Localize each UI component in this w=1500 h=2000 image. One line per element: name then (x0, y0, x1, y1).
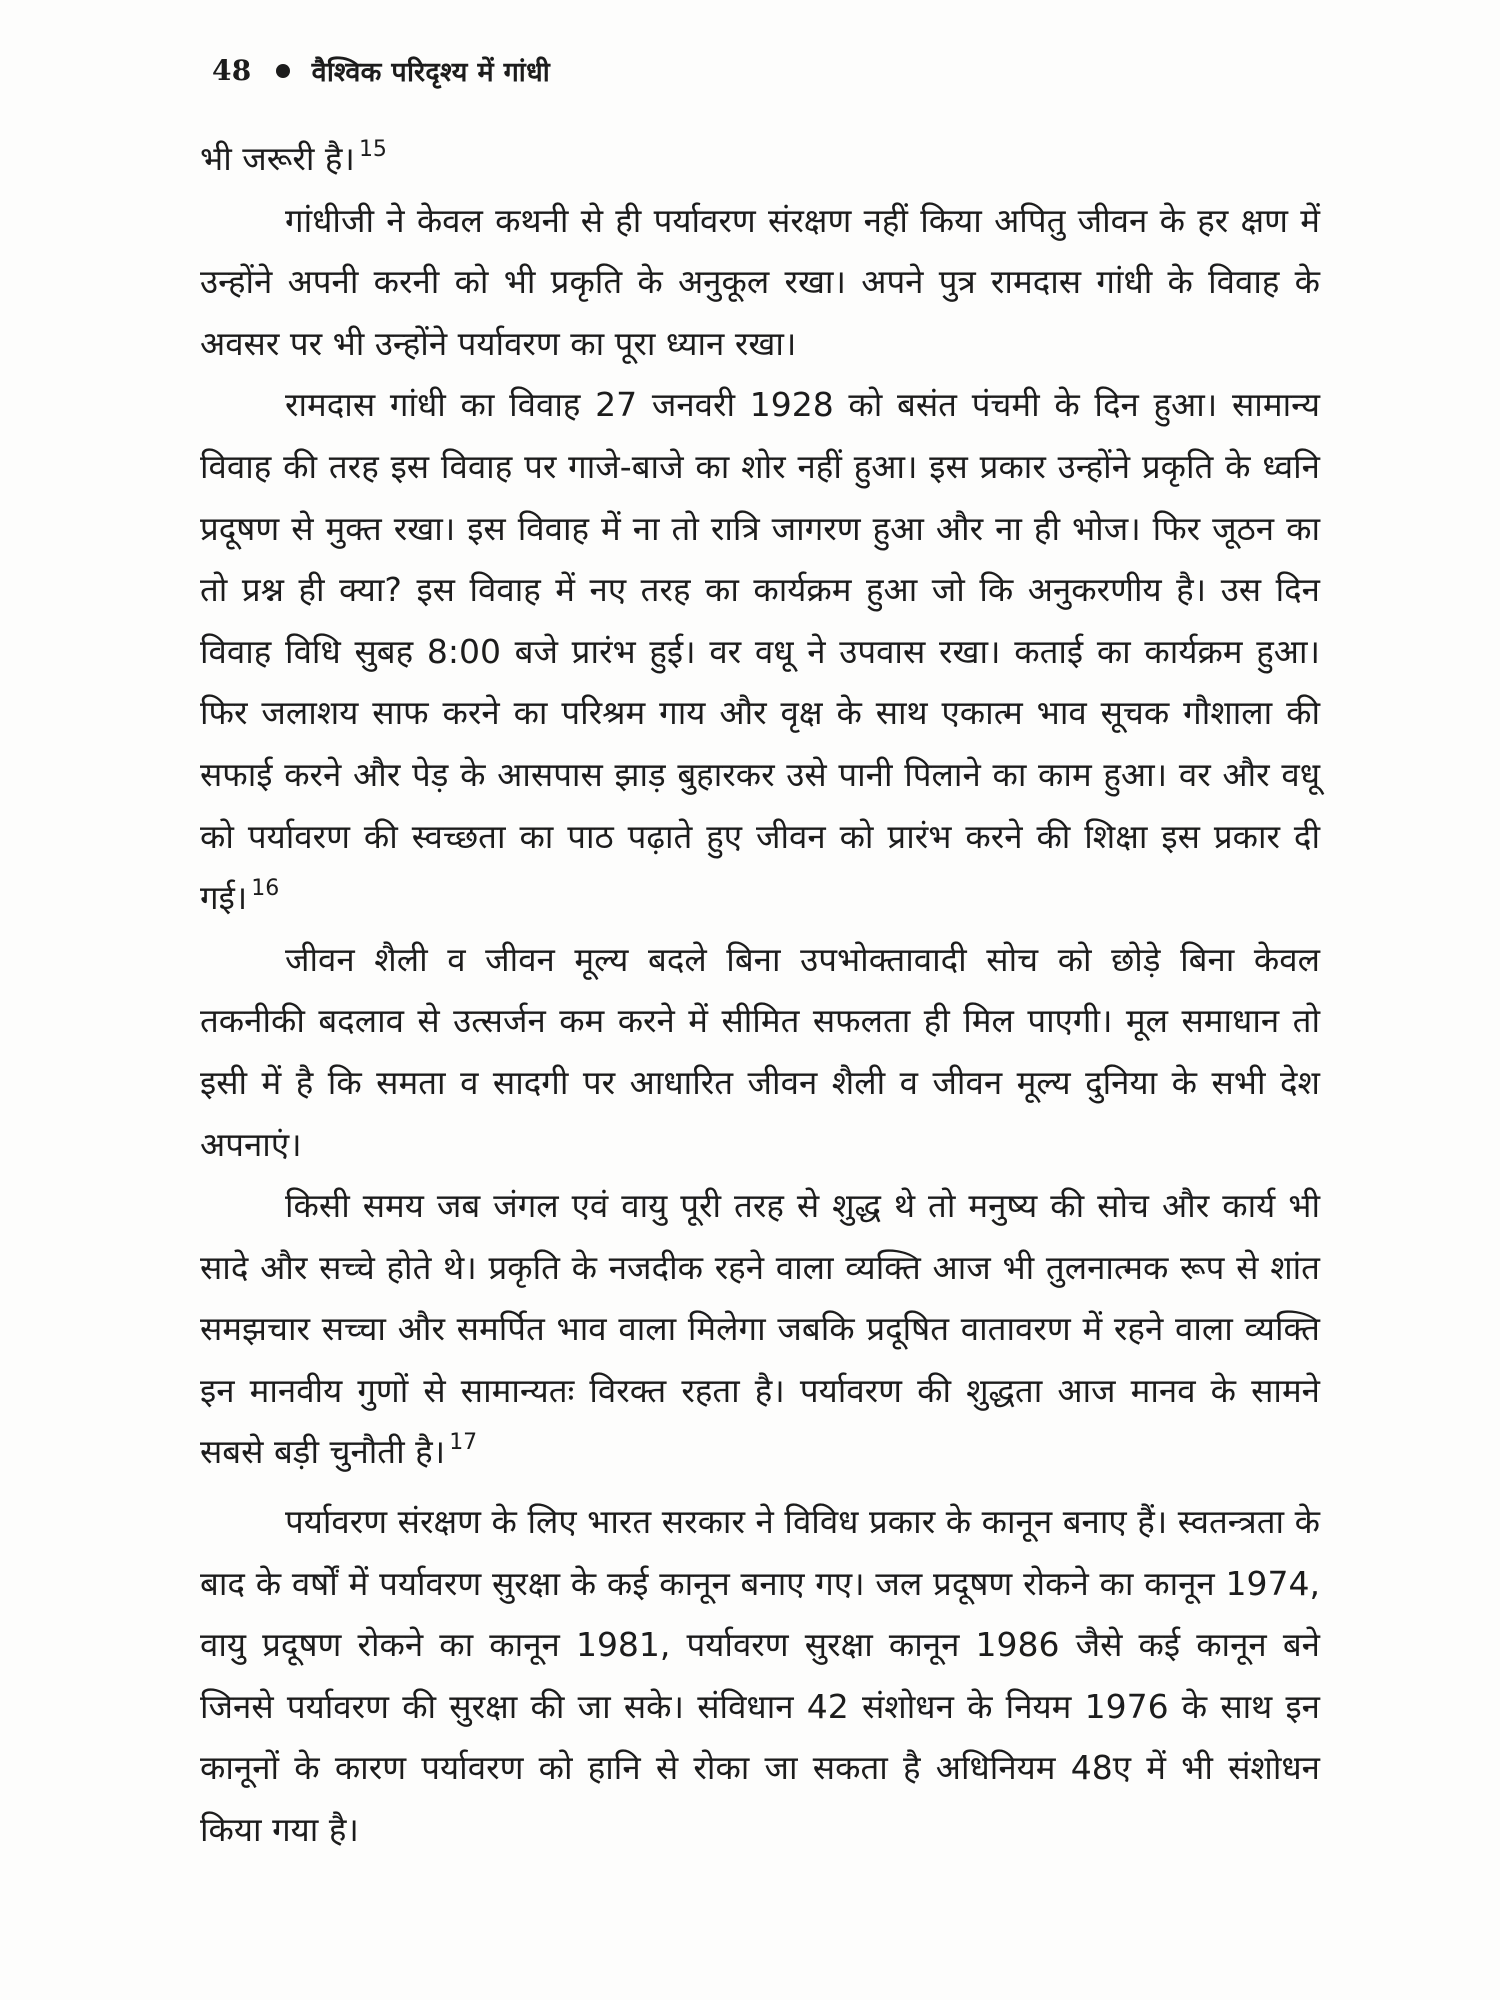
page-number: 48 (212, 54, 252, 87)
paragraph-text: जीवन शैली व जीवन मूल्य बदले बिना उपभोक्तावादी सोच को छोड़े बिना केवल तकनीकी बदलाव से उत्सर्जन कम करने में सीमित सफलता ही मिल पाएगी। मूल समाधान तो इसी में है कि समता व सादगी पर आधारित जीवन शैली व जीवन मूल्य दुनिया के सभी देश अपनाएं। (200, 939, 1320, 1164)
paragraph (200, 190, 1320, 375)
footnote-marker: 15 (358, 137, 387, 162)
footnote-marker: 17 (449, 1430, 478, 1456)
running-header (212, 52, 550, 89)
paragraph-text: भी जरूरी है। (200, 139, 355, 178)
paragraph-text: किसी समय जब जंगल एवं वायु पूरी तरह से शुद्ध थे तो मनुष्य की सोच और कार्य भी सादे और सच्चे होते थे। प्रकृति के नजदीक रहने वाला व्यक्ति आज भी तुलनात्मक रूप से शांत समझचार सच्चा और समर्पित भाव वाला मिलेगा जबकि प्रदूषित वातावरण में रहने वाला व्यक्ति इन मानवीय गुणों से सामान्यतः विरक्त रहता है। पर्यावरण की शुद्धता आज मानव के सामने सबसे बड़ी चुनौती है। (200, 1186, 1320, 1472)
footnote-marker: 16 (251, 876, 280, 902)
paragraph (200, 374, 1320, 928)
paragraph-text: रामदास गांधी का विवाह 27 जनवरी 1928 को बसंत पंचमी के दिन हुआ। सामान्य विवाह की तरह इस विवाह पर गाजे-बाजे का शोर नहीं हुआ। इस प्रकार उन्होंने प्रकृति के ध्वनि प्रदूषण से मुक्त रखा। इस विवाह में ना तो रात्रि जागरण हुआ और ना ही भोज। फिर जूठन का तो प्रश्न ही क्या? इस विवाह में नए तरह का कार्यक्रम हुआ जो कि अनुकरणीय है। उस दिन विवाह विधि सुबह 8:00 बजे प्रारंभ हुई। वर वधू ने उपवास रखा। कताई का कार्यक्रम हुआ। फिर जलाशय साफ करने का परिश्रम गाय और वृक्ष के साथ एकात्म भाव सूचक गौशाला की सफाई करने और पेड़ के आसपास झाड़ बुहारकर उसे पानी पिलाने का काम हुआ। वर और वधू को पर्यावरण की स्वच्छता का पाठ पढ़ाते हुए जीवन को प्रारंभ करने की शिक्षा इस प्रकार दी गई। (200, 385, 1320, 918)
paragraph-text: गांधीजी ने केवल कथनी से ही पर्यावरण संरक्षण नहीं किया अपितु जीवन के हर क्षण में उन्होंने अपनी करनी को भी प्रकृति के अनुकूल रखा। अपने पुत्र रामदास गांधी के विवाह के अवसर पर भी उन्होंने पर्यावरण का पूरा ध्यान रखा। (200, 200, 1320, 363)
book-title: वैश्विक परिदृश्य में गांधी (311, 57, 550, 88)
paragraph (200, 929, 1320, 1175)
body-text (200, 128, 1320, 1861)
bullet-icon (276, 64, 290, 78)
paragraph-continued (200, 128, 1320, 190)
paragraph-text: पर्यावरण संरक्षण के लिए भारत सरकार ने विविध प्रकार के कानून बनाए हैं। स्वतन्त्रता के बाद के वर्षों में पर्यावरण सुरक्षा के कई कानून बनाए गए। जल प्रदूषण रोकने का कानून 1974, वायु प्रदूषण रोकने का कानून 1981, पर्यावरण सुरक्षा कानून 1986 जैसे कई कानून बने जिनसे पर्यावरण की सुरक्षा की जा सके। संविधान 42 संशोधन के नियम 1976 के साथ इन कानूनों के कारण पर्यावरण को हानि से रोका जा सकता है अधिनियम 48ए में भी संशोधन किया गया है। (200, 1502, 1320, 1850)
paragraph (200, 1175, 1320, 1483)
paragraph (200, 1491, 1320, 1861)
